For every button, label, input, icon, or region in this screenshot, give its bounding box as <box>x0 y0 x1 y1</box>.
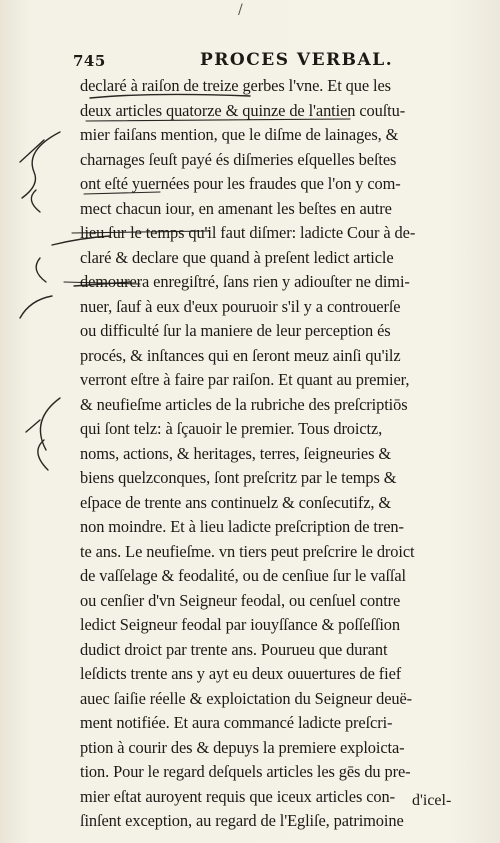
text-line: ment notifiée. Et aura commancé ladicte preſcri- <box>80 713 393 732</box>
text-line: ou cenſier d'vn Seigneur feodal, ou cenſuel contre <box>80 590 401 610</box>
text-line: nuer, ſauf à eux d'eux pouruoir s'il y a controuerſe <box>80 296 401 316</box>
text-line: non moindre. Et à lieu ladicte preſcription de tren- <box>80 517 404 536</box>
top-margin-mark: / <box>238 2 243 18</box>
text-line: eſpace de trente ans continuelz & conſecutifz, & <box>80 492 392 512</box>
text-line: & neufieſme articles de la rubriche des preſcriptiōs <box>80 394 408 414</box>
text-line: dudict droict par trente ans. Pourueu que durant <box>80 639 388 659</box>
text-line: mier faiſans mention, que le diſme de lainages, & <box>80 125 399 144</box>
text-line: procés, & inſtances qui en ſeront meuz ainſi qu'ilz <box>80 345 401 365</box>
marginal-bracket-stroke <box>20 296 52 318</box>
text-line: verront eſtre à faire par raiſon. Et quant au premier, <box>80 370 410 389</box>
text-line: te ans. Le neufieſme. vn tiers peut preſcrire le droict <box>80 541 415 561</box>
text-line: ption à courir des & depuys la premiere exploicta- <box>80 737 405 757</box>
text-line: lieu ſur le temps qu'il faut diſmer: ladicte Cour à de- <box>80 223 416 242</box>
text-line: ont eſté yuernées pour les fraudes que l'on y com- <box>80 174 401 193</box>
text-line: demourera enregiſtré, ſans rien y adiouſter ne dimi- <box>80 272 410 291</box>
text-line: declaré à raiſon de treize gerbes l'vne. Et que les <box>80 76 391 95</box>
marginal-bracket-stroke <box>40 398 60 450</box>
body-text <box>80 74 460 834</box>
text-line: qui ſont telz: à ſçauoir le premier. Tous droictz, <box>80 419 383 438</box>
marginal-bracket-stroke <box>26 420 40 432</box>
text-line: tion. Pour le regard deſquels articles les gēs du pre- <box>80 762 411 781</box>
text-line: charnages ſeuſt payé és diſmeries eſquelles beſtes <box>80 149 397 169</box>
marginal-bracket-stroke <box>31 190 40 212</box>
running-head: PROCES VERBAL. <box>200 50 394 70</box>
text-line: leſdicts trente ans y ayt eu deux ouuertures de fief <box>80 664 402 683</box>
text-line: deux articles quatorze & quinze de l'antien couſtu- <box>80 100 406 120</box>
text-line: ledict Seigneur feodal par iouyſſance & poſſeſſion <box>80 615 400 634</box>
text-line: auec ſaiſie réelle & exploictation du Seigneur deuë- <box>80 688 413 708</box>
text-line: ſinſent exception, au regard de l'Egliſe, patrimoine <box>80 811 404 830</box>
text-line: mier eſtat auroyent requis que iceux articles con- <box>80 786 395 806</box>
marginal-bracket-stroke <box>36 258 46 282</box>
text-line: mect chacun iour, en amenant les beſtes en autre <box>80 198 392 218</box>
text-line: claré & declare que quand à preſent ledict article <box>80 247 394 267</box>
catchword: d'icel- <box>412 792 452 809</box>
text-line: biens quelzconques, ſont preſcritz par le temps & <box>80 468 397 487</box>
text-line: de vaſſelage & feodalité, ou de cenſiue ſur le vaſſal <box>80 566 407 585</box>
page-number: 745 <box>73 52 106 70</box>
text-line: noms, actions, & heritages, terres, ſeigneuries & <box>80 443 391 463</box>
text-line: ou difficulté ſur la maniere de leur perception és <box>80 321 391 340</box>
